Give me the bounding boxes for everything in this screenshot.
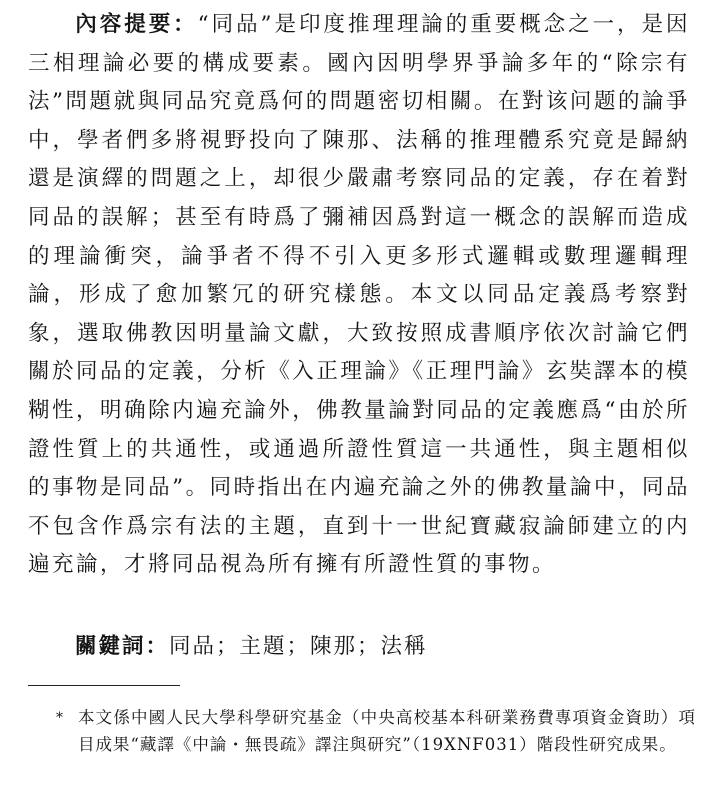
footnote-mark: *	[56, 710, 63, 726]
keywords-line	[75, 632, 428, 662]
keywords-text: 同品；主題；陳那；法稱	[169, 634, 428, 659]
abstract-label: 內容提要：	[75, 12, 198, 37]
keywords-label: 關鍵詞：	[75, 634, 170, 659]
abstract-text: “同品”是印度推理理論的重要概念之一，是因三相理論必要的構成要素。國內因明學界爭論多年的“除宗有法”問題就與同品究竟爲何的問題密切相關。在對该问题的論爭中，學者們多將視野投向了陳那、法稱的推理體系究竟是歸納還是演繹的問題之上，却很少嚴肅考察同品的定義，存在着對同品的誤解；甚至有時爲了彌補因爲對這一概念的誤解而造成的理論衝突，論爭者不得不引入更多形式邏輯或數理邏輯理論，形成了愈加繁冗的研究樣態。本文以同品定義爲考察對象，選取佛教因明量論文獻，大致按照成書順序依次討論它們關於同品的定義，分析《入正理論》《正理門論》玄奘譯本的模糊性，明确除内遍充論外，佛教量論對同品的定義應爲“由於所證性質上的共通性，或通過所證性質這一共通性，與主題相似的事物是同品”。同時指出在内遍充論之外的佛教量論中，同品不包含作爲宗有法的主題，直到十一世紀寶藏寂論師建立的内遍充論，才將同品視為所有擁有所證性質的事物。	[28, 12, 690, 578]
abstract-paragraph	[28, 6, 690, 585]
footnote-divider	[28, 685, 180, 686]
footnote-text: 本文係中國人民大學科學研究基金（中央高校基本科研業務費專項資金資助）項目成果“藏譯《中論・無畏疏》譯注與研究”（19XNF031）階段性研究成果。	[78, 708, 696, 754]
